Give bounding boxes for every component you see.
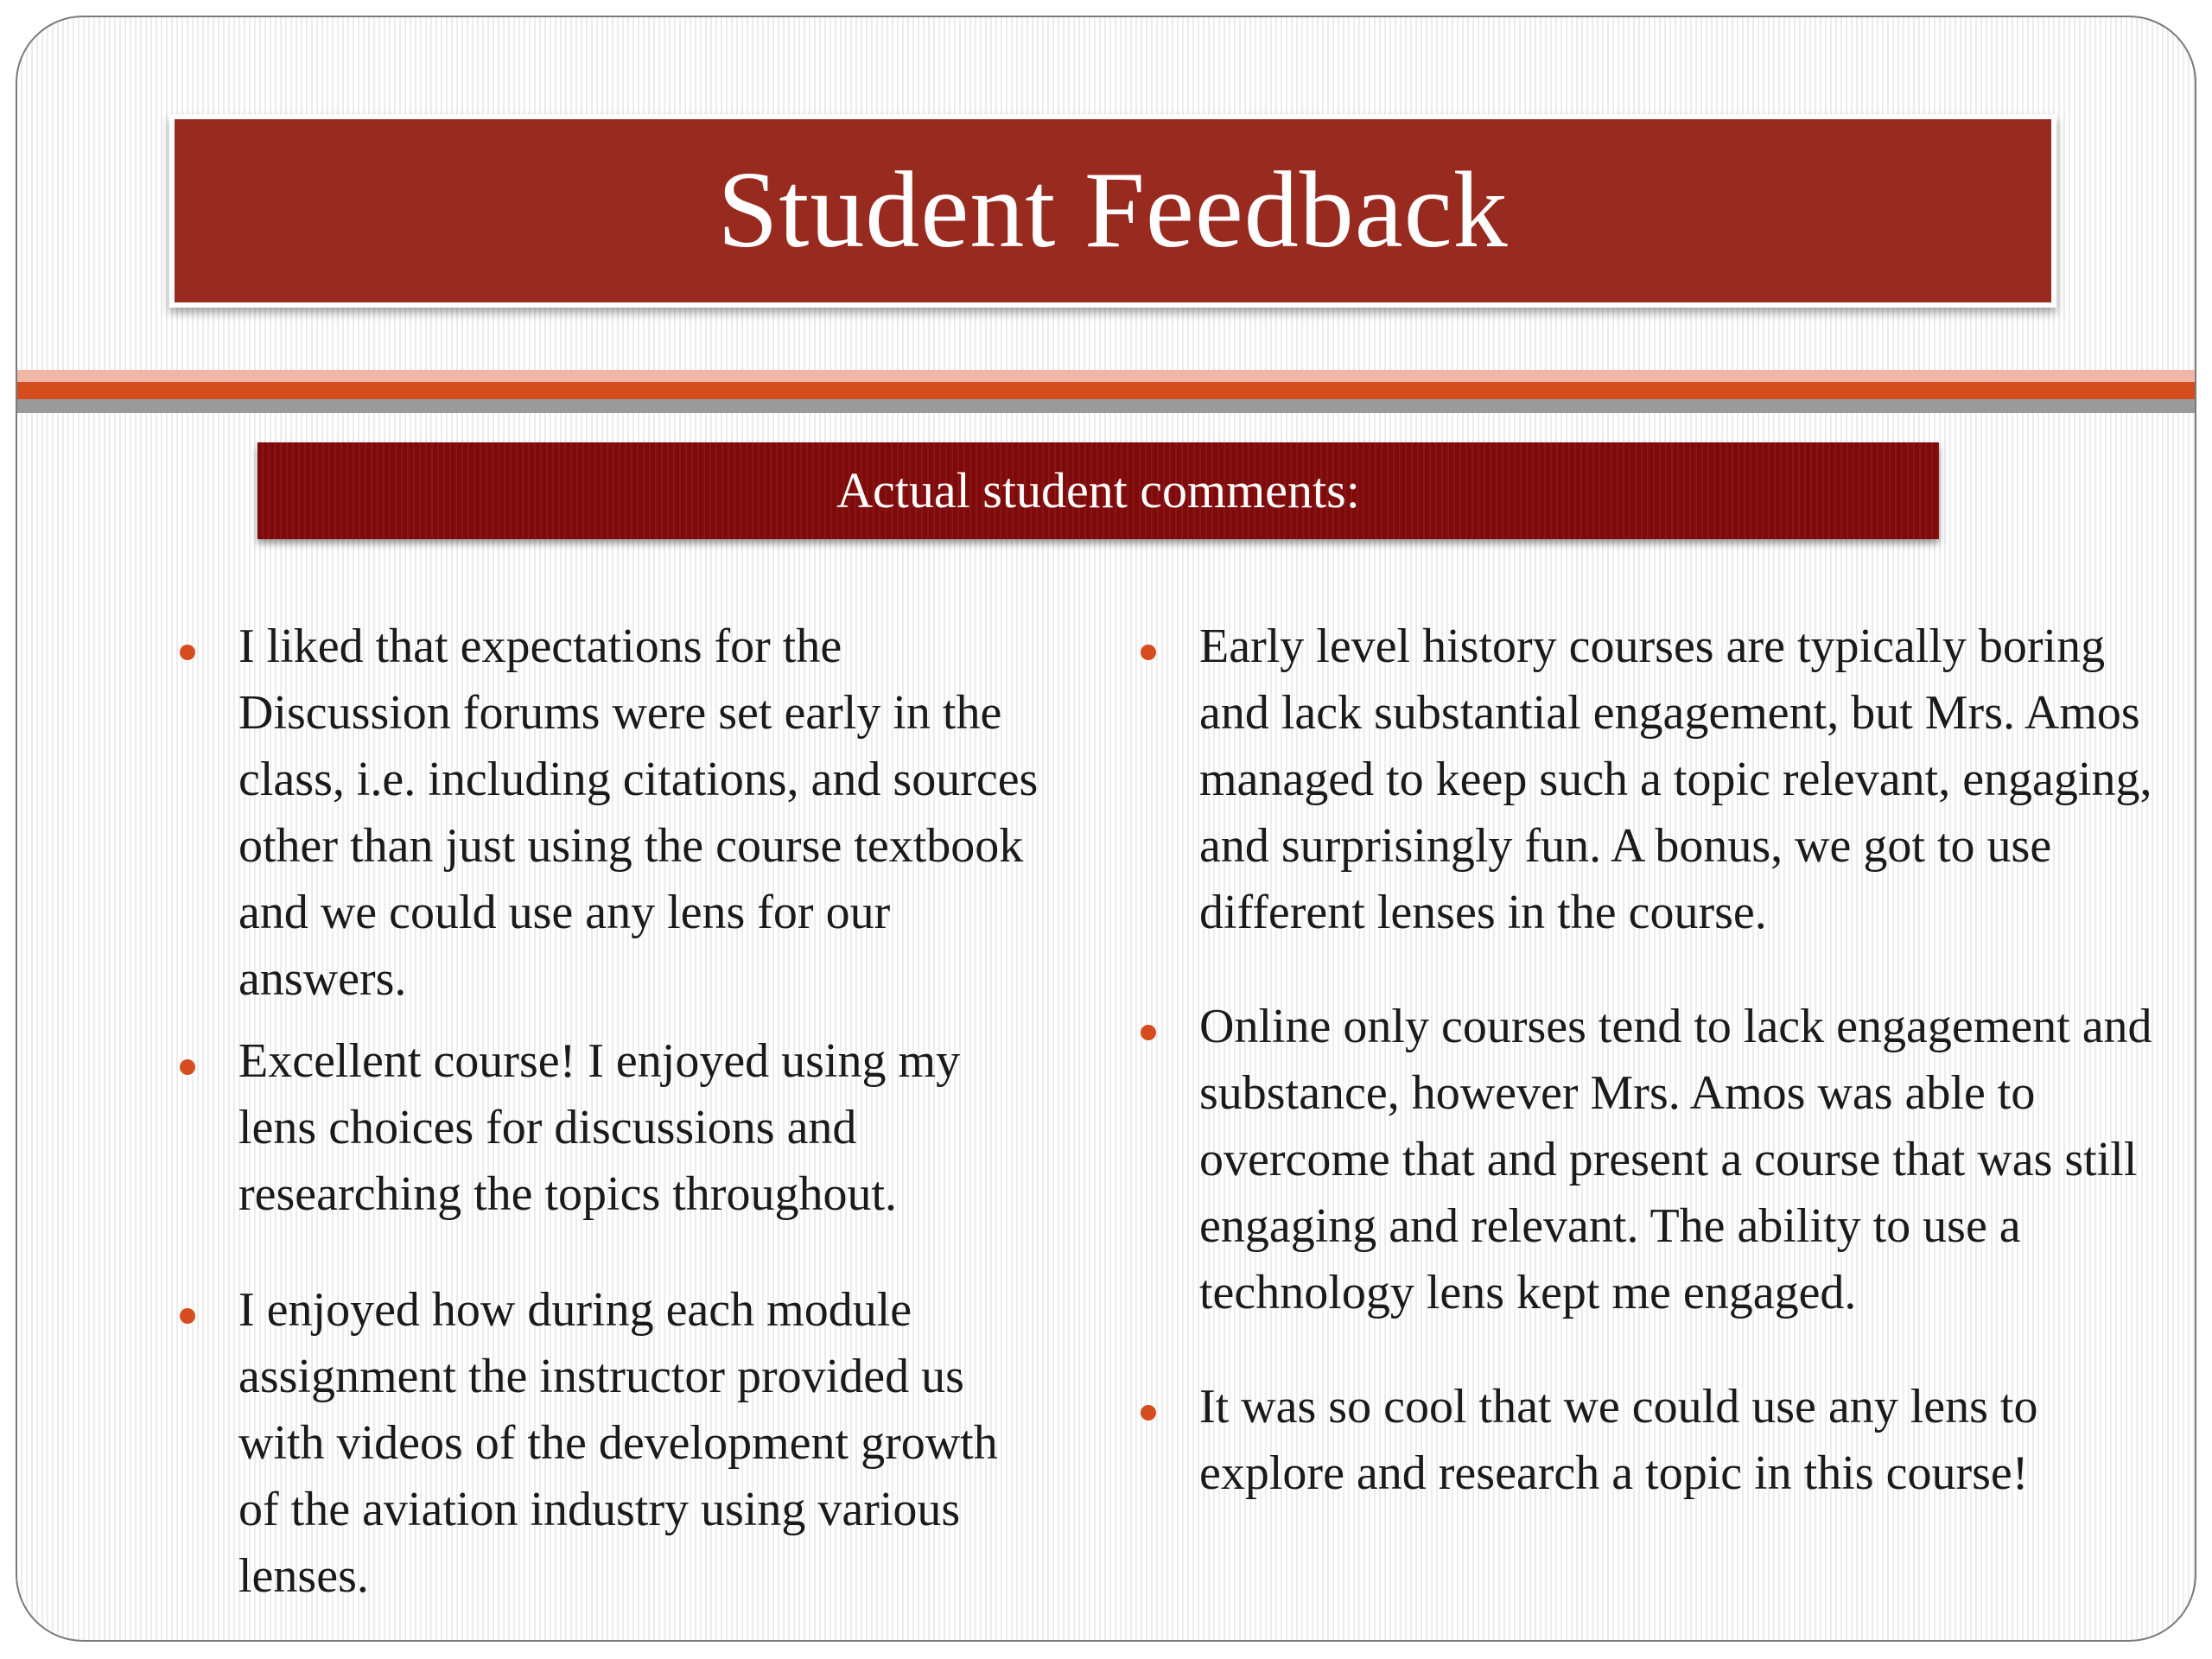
comment-text: Early level history courses are typically boring and lack substantial engagement, but Mrs. Amos managed to keep such a topic relevant, engaging, and surprisingly fun. A bonus, we got to use different lenses in the course. — [1199, 620, 2152, 939]
divider-rule-pink — [17, 370, 2195, 382]
comment-item — [159, 1028, 1040, 1228]
bullet-icon — [180, 1308, 195, 1324]
comment-item — [1120, 994, 2176, 1326]
bullet-icon — [1141, 1025, 1156, 1040]
comment-item — [159, 613, 1040, 1013]
bullet-icon — [1141, 645, 1156, 660]
bullet-icon — [180, 1059, 195, 1075]
comment-item — [159, 1277, 1040, 1610]
title-banner — [169, 114, 2056, 308]
comment-text: Online only courses tend to lack engagement and substance, however Mrs. Amos was able to overcome that and present a course that was still engaging and relevant. The ability to use a technology lens kept me engaged. — [1199, 1000, 2152, 1319]
bullet-icon — [180, 645, 195, 660]
comment-item — [1120, 613, 2176, 946]
slide-subtitle: Actual student comments: — [836, 462, 1360, 518]
slide-title: Student Feedback — [717, 150, 1509, 270]
comment-text: It was so cool that we could use any lens to explore and research a topic in this course! — [1199, 1380, 2038, 1500]
comment-text: I enjoyed how during each module assignment the instructor provided us with videos of the development growth of the aviation industry using various lenses. — [238, 1283, 998, 1603]
bullet-icon — [1141, 1405, 1156, 1421]
comment-text: Excellent course! I enjoyed using my lens choices for discussions and researching the topics throughout. — [238, 1034, 961, 1221]
subtitle-banner — [257, 442, 1939, 539]
slide — [16, 16, 2196, 1642]
comment-text: I liked that expectations for the Discussion forums were set early in the class, i.e. including citations, and sources other than just using the course textbook and we could use any lens for our answers. — [238, 620, 1039, 1006]
comment-item — [1120, 1374, 2176, 1507]
divider-rule-gray — [17, 399, 2195, 413]
divider-rule-orange — [17, 382, 2195, 399]
